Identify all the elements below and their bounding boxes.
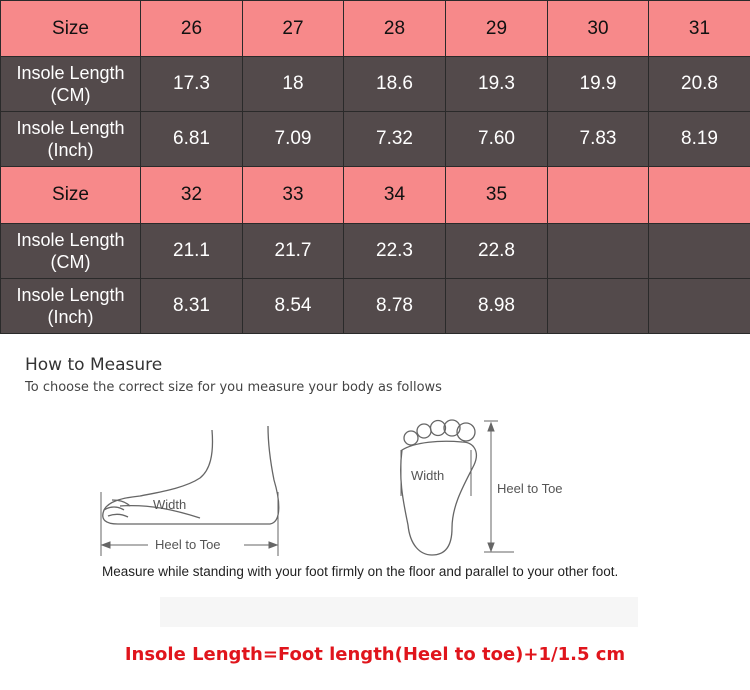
cm-label: Insole Length (CM) — [1, 223, 141, 278]
size-cell — [548, 167, 649, 223]
cm-cell: 21.7 — [243, 223, 344, 278]
cm-cell: 17.3 — [141, 57, 243, 112]
cm-row — [1, 57, 750, 112]
measure-instruction: Measure while standing with your foot firmly on the floor and parallel to your other foot. — [102, 564, 619, 579]
cm-cell: 22.3 — [344, 223, 446, 278]
size-row — [1, 167, 750, 223]
cm-row — [1, 223, 750, 278]
sole-foot-illustration — [401, 420, 477, 555]
side-length-label: Heel to Toe — [155, 537, 221, 552]
cm-cell — [548, 223, 649, 278]
how-to-measure-title: How to Measure — [25, 355, 163, 375]
inch-cell: 8.31 — [141, 278, 243, 333]
cm-cell: 21.1 — [141, 223, 243, 278]
size-cell: 32 — [141, 167, 243, 223]
inch-cell — [649, 278, 750, 333]
inch-label: Insole Length (Inch) — [1, 112, 141, 167]
cm-cell: 20.8 — [649, 57, 750, 112]
foot-measurement-diagram — [0, 410, 750, 570]
inch-cell: 7.60 — [446, 112, 548, 167]
inch-cell — [548, 278, 649, 333]
inch-cell: 7.09 — [243, 112, 344, 167]
size-cell: 27 — [243, 1, 344, 57]
inch-row — [1, 278, 750, 333]
inch-cell: 8.78 — [344, 278, 446, 333]
inch-cell: 8.19 — [649, 112, 750, 167]
size-label: Size — [1, 167, 141, 223]
size-cell: 34 — [344, 167, 446, 223]
size-chart-table — [0, 0, 750, 334]
how-to-measure-subtitle: To choose the correct size for you measure your body as follows — [25, 380, 442, 395]
inch-cell: 8.54 — [243, 278, 344, 333]
cm-cell: 18 — [243, 57, 344, 112]
divider-bar — [160, 597, 638, 627]
cm-cell: 19.3 — [446, 57, 548, 112]
cm-label: Insole Length (CM) — [1, 57, 141, 112]
size-label: Size — [1, 1, 141, 57]
size-row — [1, 1, 750, 57]
cm-cell — [649, 223, 750, 278]
side-foot-illustration — [103, 426, 279, 524]
size-cell: 30 — [548, 1, 649, 57]
size-cell — [649, 167, 750, 223]
inch-cell: 6.81 — [141, 112, 243, 167]
size-cell: 29 — [446, 1, 548, 57]
side-width-label: Width — [153, 497, 187, 512]
inch-cell: 7.32 — [344, 112, 446, 167]
size-cell: 33 — [243, 167, 344, 223]
size-cell: 26 — [141, 1, 243, 57]
inch-label: Insole Length (Inch) — [1, 278, 141, 333]
size-cell: 31 — [649, 1, 750, 57]
size-cell: 28 — [344, 1, 446, 57]
inch-cell: 8.98 — [446, 278, 548, 333]
cm-cell: 18.6 — [344, 57, 446, 112]
insole-formula: Insole Length=Foot length(Heel to toe)+1/1.5 cm — [124, 644, 626, 665]
sole-length-label: Heel to Toe — [497, 481, 563, 496]
cm-cell: 19.9 — [548, 57, 649, 112]
inch-cell: 7.83 — [548, 112, 649, 167]
size-cell: 35 — [446, 167, 548, 223]
cm-cell: 22.8 — [446, 223, 548, 278]
sole-width-label: Width — [411, 468, 445, 483]
inch-row — [1, 112, 750, 167]
